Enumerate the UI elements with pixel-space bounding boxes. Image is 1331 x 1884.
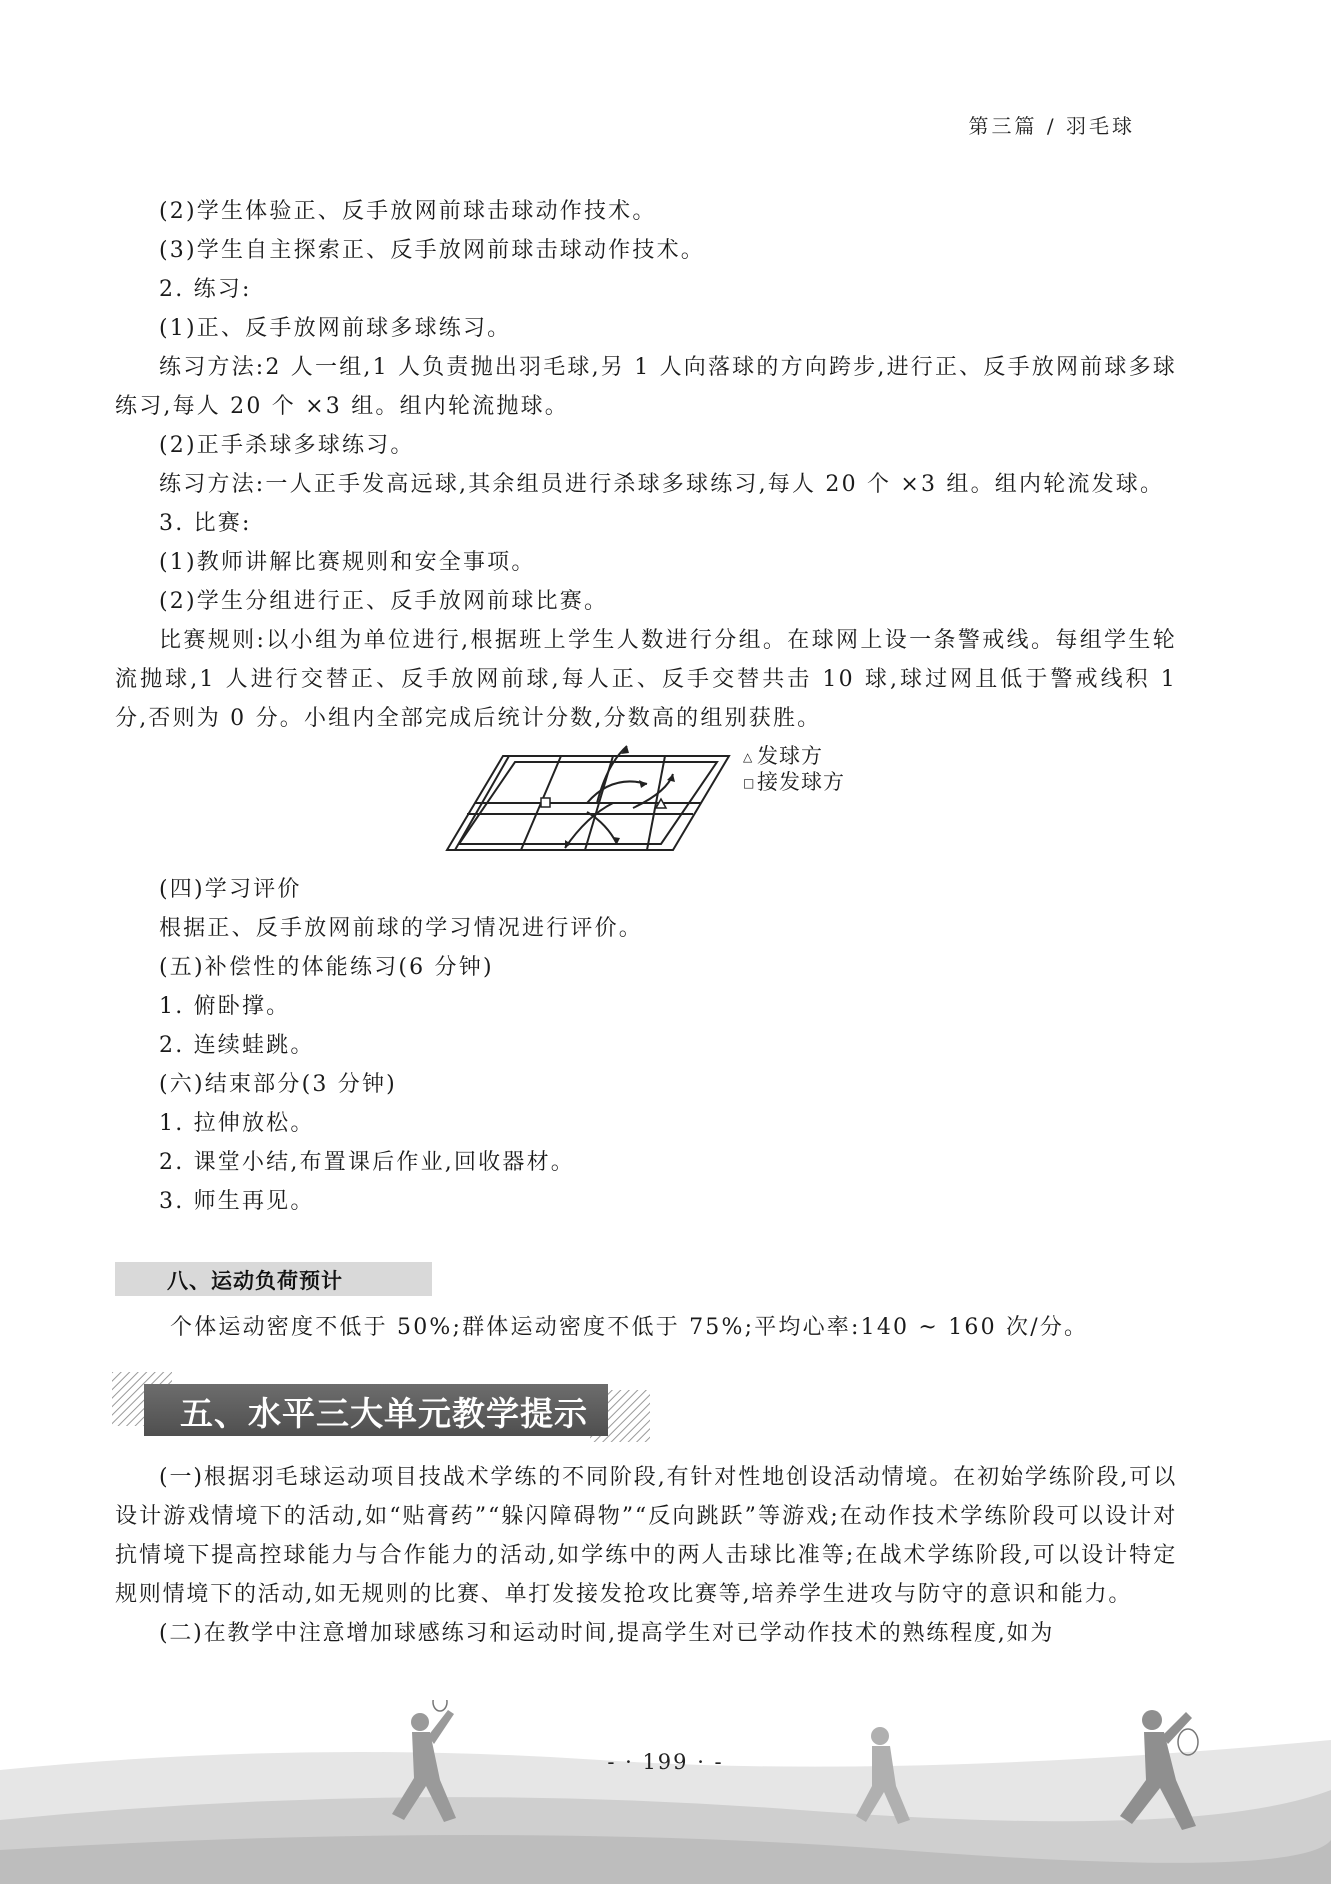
paragraph: 3. 比赛:	[159, 511, 252, 536]
page-number: - · 199 · -	[607, 1750, 724, 1774]
paragraph: 练习方法:2 人一组,1 人负责抛出羽毛球,另 1 人向落球的方向跨步,进行正、反手放网前球多球练习,每人 20 个 ×3 组。组内轮流抛球。	[115, 355, 1177, 419]
section-heading-5	[112, 1372, 652, 1442]
paragraph: (2)学生体验正、反手放网前球击球动作技术。	[159, 199, 657, 224]
section-heading-8-title: 八、运动负荷预计	[167, 1269, 343, 1293]
paragraph: 2. 连续蛙跳。	[159, 1033, 315, 1058]
trajectory-arrow	[587, 781, 647, 803]
paragraph: 2. 课堂小结,布置课后作业,回收器材。	[159, 1150, 575, 1175]
badminton-court-drawing	[437, 744, 737, 862]
arrow-head	[639, 780, 647, 788]
racket-icon	[433, 1700, 1198, 1755]
section-heading-5-title: 五、水平三大单元教学提示	[180, 1394, 588, 1433]
court-diagram	[115, 744, 1177, 864]
trajectory-arrow	[565, 803, 613, 848]
paragraph: (2)学生分组进行正、反手放网前球比赛。	[159, 589, 609, 614]
paragraph: 1. 俯卧撑。	[159, 994, 291, 1019]
paragraph: 2. 练习:	[159, 277, 252, 302]
footer-decoration	[0, 1700, 1331, 1884]
arrow-head	[667, 774, 675, 782]
paragraph: 练习方法:一人正手发高远球,其余组员进行杀球多球练习,每人 20 个 ×3 组。组内轮流发球。	[159, 472, 1165, 497]
paragraph: (1)正、反手放网前球多球练习。	[159, 316, 512, 341]
receiver-marker	[541, 798, 550, 807]
teaching-tips	[115, 1458, 1177, 1653]
section-heading-8	[115, 1262, 432, 1296]
square-icon: □	[743, 776, 756, 790]
diagram-legend	[743, 744, 845, 796]
paragraph: (1)教师讲解比赛规则和安全事项。	[159, 550, 536, 575]
legend-server: 发球方	[757, 744, 823, 768]
paragraph: (六)结束部分(3 分钟)	[159, 1072, 397, 1097]
load-estimate-text: 个体运动密度不低于 50%;群体运动密度不低于 75%;平均心率:140 ~ 160 次/分。	[170, 1315, 1089, 1340]
paragraph: (四)学习评价	[159, 877, 302, 902]
paragraph: (二)在教学中注意增加球感练习和运动时间,提高学生对已学动作技术的熟练程度,如为	[159, 1621, 1055, 1646]
paragraph: 3. 师生再见。	[159, 1189, 315, 1214]
paragraph: (2)正手杀球多球练习。	[159, 433, 415, 458]
legend-receiver: 接发球方	[757, 770, 845, 794]
triangle-icon: △	[743, 750, 754, 764]
main-content	[115, 192, 1177, 1221]
running-header: 第三篇 / 羽毛球	[968, 114, 1135, 138]
paragraph: 比赛规则:以小组为单位进行,根据班上学生人数进行分组。在球网上设一条警戒线。每组学生轮流抛球,1 人进行交替正、反手放网前球,每人正、反手交替共击 10 球,球过网且低于警戒线积 1 分,否则为 0 分。小组内全部完成后统计分数,分数高的组别获胜。	[115, 628, 1177, 731]
paragraph: (3)学生自主探索正、反手放网前球击球动作技术。	[159, 238, 705, 263]
paragraph: (一)根据羽毛球运动项目技战术学练的不同阶段,有针对性地创设活动情境。在初始学练阶段,可以设计游戏情境下的活动,如“贴膏药”“躲闪障碍物”“反向跳跃”等游戏;在动作技术学练阶段可以设计对抗情境下提高控球能力与合作能力的活动,如学练中的两人击球比准等;在战术学练阶段,可以设计特定规则情境下的活动,如无规则的比赛、单打发接发抢攻比赛等,培养学生进攻与防守的意识和能力。	[115, 1465, 1177, 1607]
paragraph: (五)补偿性的体能练习(6 分钟)	[159, 955, 494, 980]
paragraph: 根据正、反手放网前球的学习情况进行评价。	[159, 916, 644, 941]
paragraph: 1. 拉伸放松。	[159, 1111, 315, 1136]
